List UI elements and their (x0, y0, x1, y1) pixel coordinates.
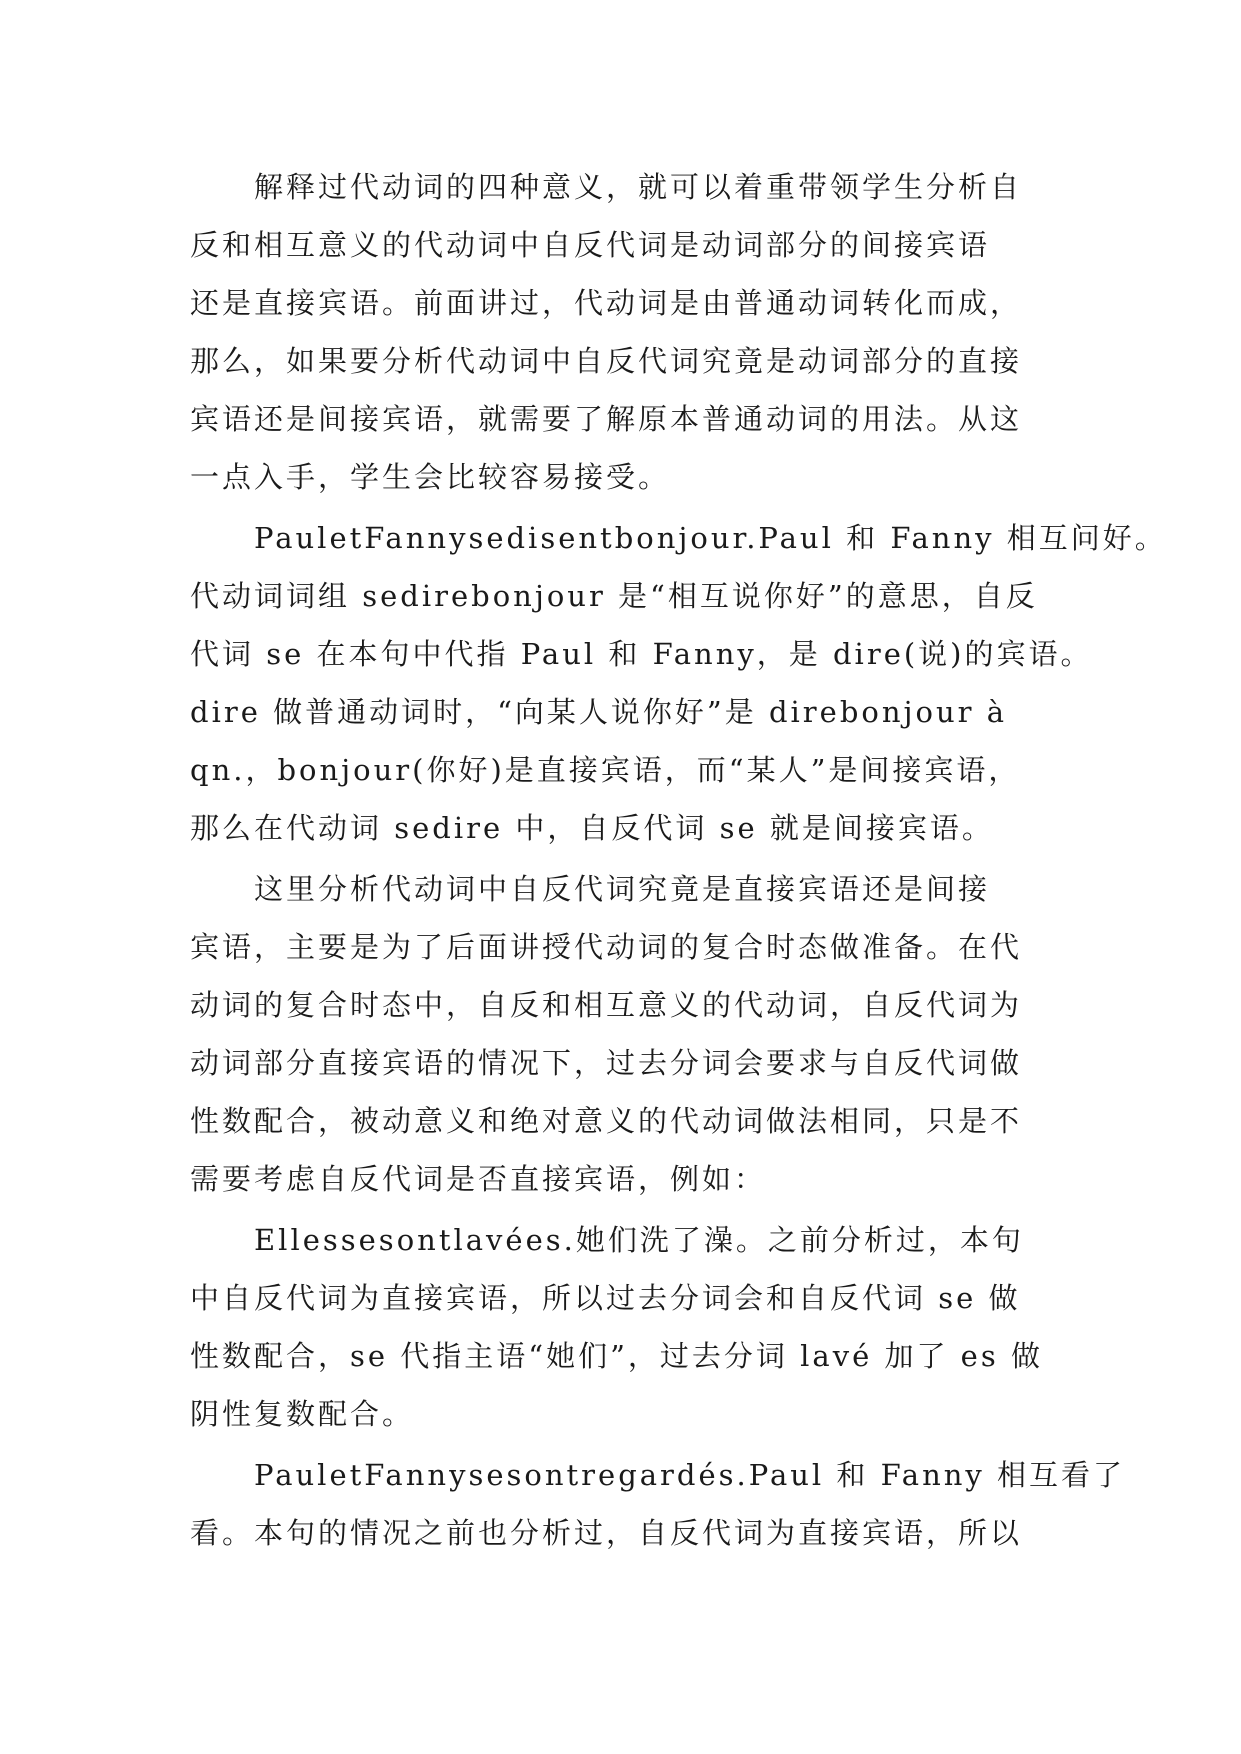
paragraph-example-bonjour (190, 509, 1167, 857)
text-line: Ellessesontlavées.她们洗了澡。之前分析过，本句 (254, 1223, 1024, 1257)
text-line: 性数配合，被动意义和绝对意义的代动词做法相同，只是不 (190, 1104, 1023, 1138)
text-line: PauletFannysesontregardés.Paul 和 Fanny 相互看了 (254, 1458, 1126, 1492)
text-line: 还是直接宾语。前面讲过，代动词是由普通动词转化而成， (190, 286, 1023, 320)
text-line: 反和相互意义的代动词中自反代词是动词部分的间接宾语 (190, 228, 991, 262)
paragraph-example-lavees (190, 1211, 1050, 1443)
text-line: 那么在代动词 sedire 中，自反代词 se 就是间接宾语。 (190, 811, 994, 845)
body-text (190, 158, 1167, 1565)
text-line: 性数配合，se 代指主语“她们”，过去分词 lavé 加了 es 做 (190, 1339, 1043, 1373)
text-line: dire 做普通动词时，“向某人说你好”是 direbonjour à (190, 695, 1008, 729)
text-line: 阴性复数配合。 (190, 1397, 415, 1431)
text-line: 一点入手，学生会比较容易接受。 (190, 460, 671, 494)
text-line: 中自反代词为直接宾语，所以过去分词会和自反代词 se 做 (190, 1281, 1021, 1315)
text-line: 需要考虑自反代词是否直接宾语，例如： (190, 1162, 767, 1196)
text-line: 宾语还是间接宾语，就需要了解原本普通动词的用法。从这 (190, 402, 1023, 436)
paragraph-reflexive-intro (190, 158, 1050, 506)
paragraph-compound-tense (190, 860, 1050, 1208)
text-line: 代词 se 在本句中代指 Paul 和 Fanny，是 dire(说)的宾语。 (190, 637, 1093, 671)
text-line: 看。本句的情况之前也分析过，自反代词为直接宾语，所以 (190, 1516, 1023, 1550)
text-line: 那么，如果要分析代动词中自反代词究竟是动词部分的直接 (190, 344, 1023, 378)
text-line: 宾语，主要是为了后面讲授代动词的复合时态做准备。在代 (190, 930, 1023, 964)
text-line: 代动词词组 sedirebonjour 是“相互说你好”的意思，自反 (190, 579, 1038, 613)
text-line: 动词的复合时态中，自反和相互意义的代动词，自反代词为 (190, 988, 1023, 1022)
text-line: PauletFannysedisentbonjour.Paul 和 Fanny 相互问好。 (254, 521, 1167, 555)
text-line: qn.，bonjour(你好)是直接宾语，而“某人”是间接宾语， (190, 753, 1021, 787)
text-line: 解释过代动词的四种意义，就可以着重带领学生分析自 (254, 170, 1023, 204)
text-line: 这里分析代动词中自反代词究竟是直接宾语还是间接 (254, 872, 991, 906)
paragraph-example-regardes (190, 1446, 1126, 1562)
text-line: 动词部分直接宾语的情况下，过去分词会要求与自反代词做 (190, 1046, 1023, 1080)
